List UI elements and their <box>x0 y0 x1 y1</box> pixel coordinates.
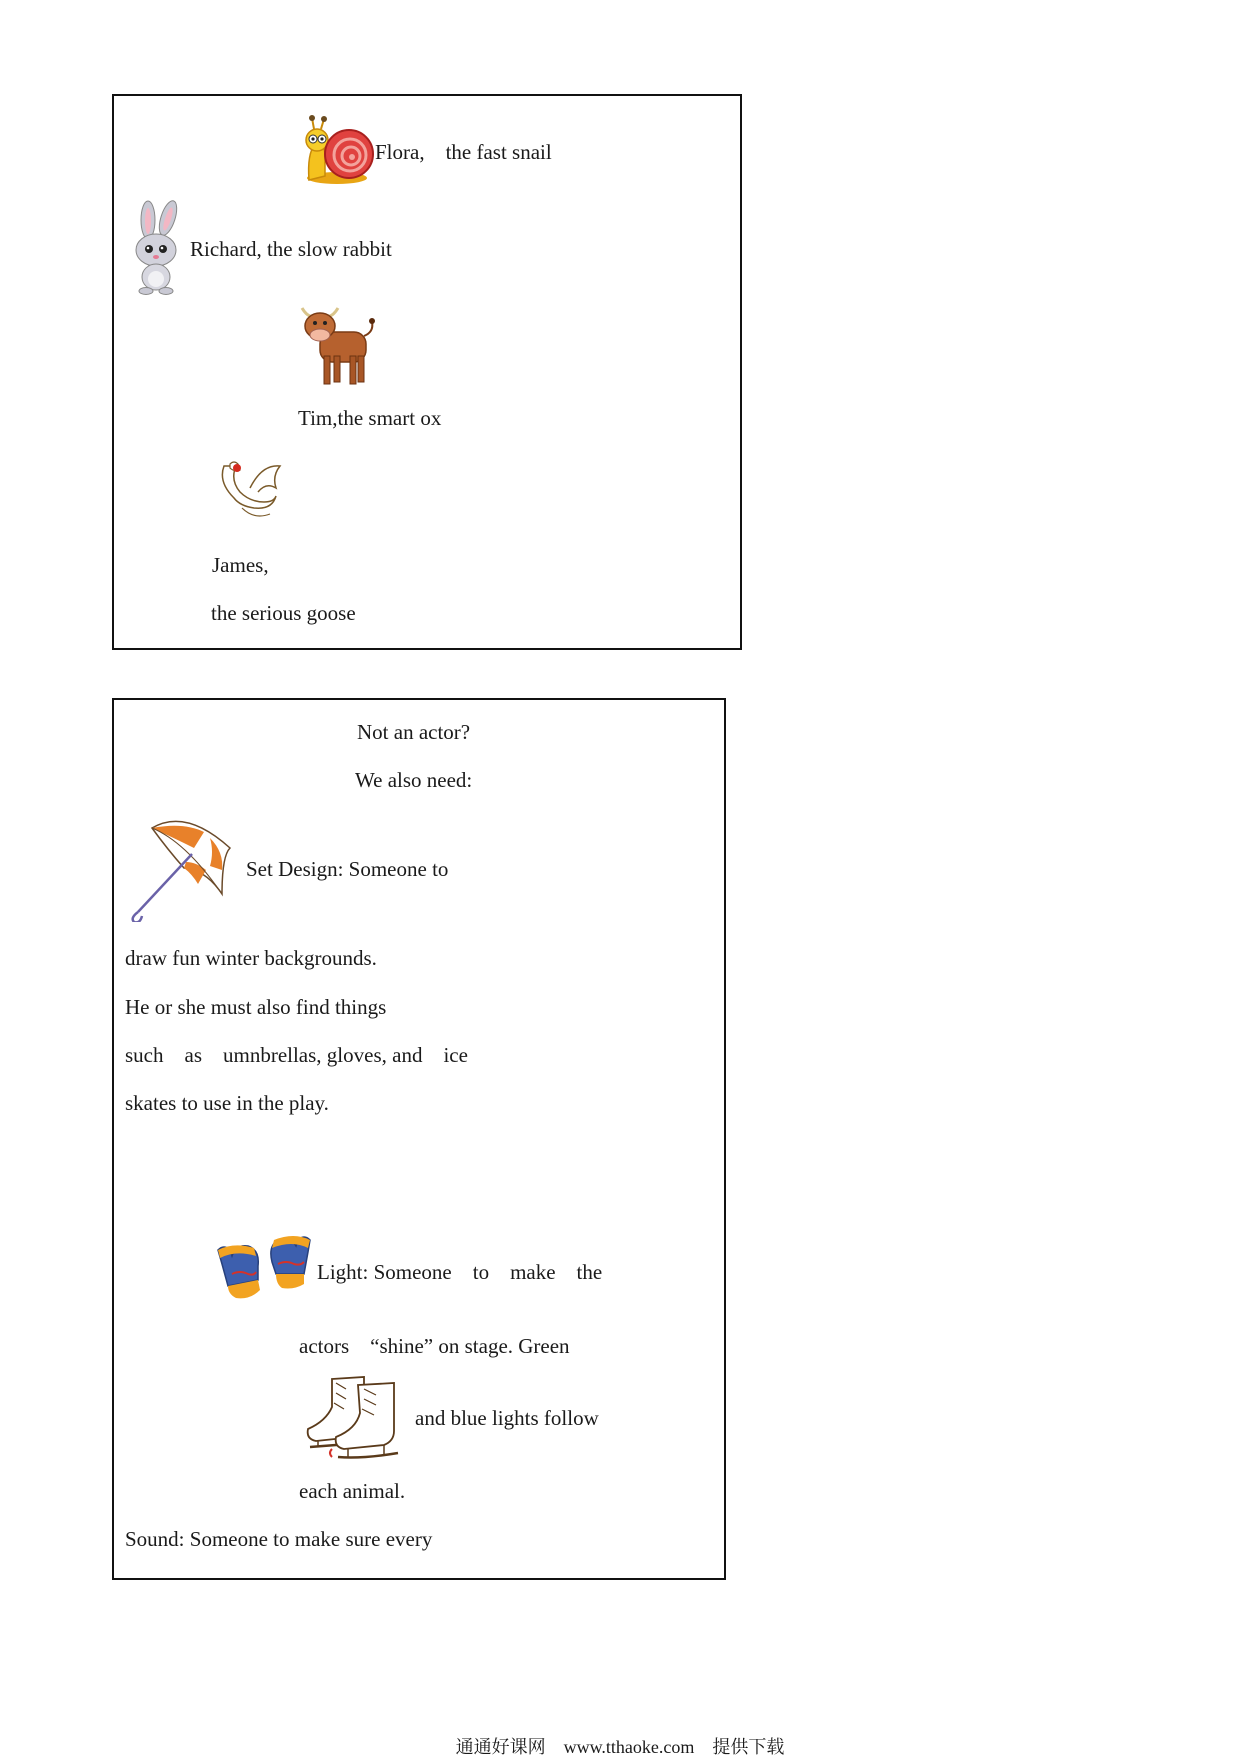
rabbit-icon <box>130 200 190 296</box>
james-description: the serious goose <box>211 601 356 625</box>
set-design-line-2: He or she must also find things <box>125 995 387 1019</box>
umbrella-icon <box>126 812 238 922</box>
richard-caption: Richard, the slow rabbit <box>190 237 392 261</box>
ox-icon <box>298 302 378 388</box>
footer-site-name: 通通好课网 <box>455 1737 546 1757</box>
mittens-icon <box>214 1230 314 1302</box>
light-title: Light: Someone to make the <box>317 1260 603 1284</box>
sound-line: Sound: Someone to make sure every <box>125 1527 433 1551</box>
set-design-title: Set Design: Someone to <box>246 857 449 881</box>
light-line-3: each animal. <box>299 1479 406 1503</box>
crew-heading-1: Not an actor? <box>357 720 471 744</box>
set-design-line-4: skates to use in the play. <box>125 1091 329 1115</box>
light-line-2: and blue lights follow <box>415 1406 599 1430</box>
cast-box <box>112 94 742 650</box>
flora-caption: Flora, the fast snail <box>375 140 552 164</box>
set-design-line-1: draw fun winter backgrounds. <box>125 946 377 970</box>
goose-icon <box>214 458 284 524</box>
tim-caption: Tim,the smart ox <box>298 406 442 430</box>
set-design-line-3: such as umnbrellas, gloves, and ice <box>125 1043 468 1067</box>
footer-suffix: 提供下载 <box>712 1737 785 1757</box>
footer-url[interactable]: www.tthaoke.com <box>563 1737 695 1757</box>
crew-heading-2: We also need: <box>355 768 473 792</box>
james-name: James, <box>212 553 269 577</box>
snail-icon <box>303 114 375 188</box>
ice-skates-icon <box>302 1373 414 1469</box>
light-line-1: actors “shine” on stage. Green <box>299 1334 570 1358</box>
footer <box>0 1733 1240 1759</box>
